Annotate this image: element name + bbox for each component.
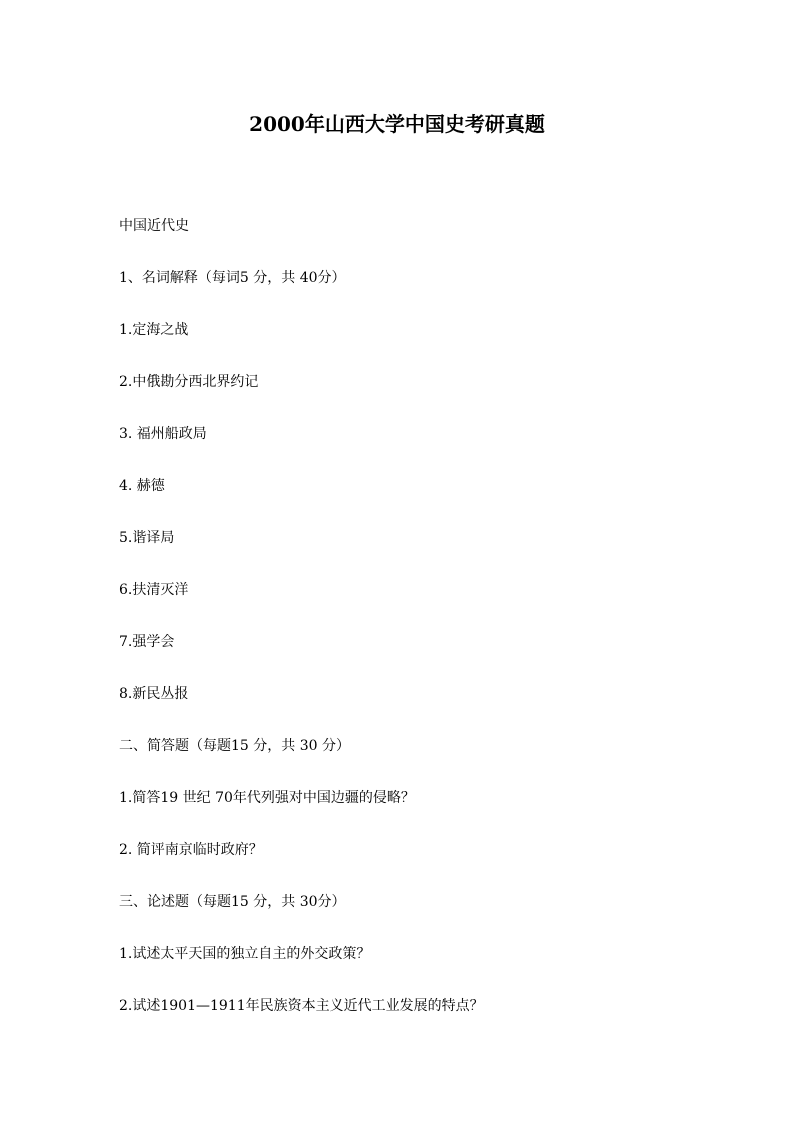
question-item: 6.扶清灭洋 bbox=[119, 582, 189, 598]
question-item: 3. 福州船政局 bbox=[119, 426, 207, 442]
question-item: 2. 简评南京临时政府？ bbox=[119, 842, 263, 858]
question-item: 1.定海之战 bbox=[119, 322, 189, 338]
section-heading-terms: 1、名词解释（每词5 分，共 40分） bbox=[119, 270, 346, 286]
question-item: 7.强学会 bbox=[119, 634, 175, 650]
question-item: 1.试述太平天国的独立自主的外交政策？ bbox=[119, 946, 371, 962]
section-heading-essay: 三、论述题（每题15 分，共 30分） bbox=[119, 894, 346, 910]
subject-heading: 中国近代史 bbox=[119, 218, 189, 234]
question-item: 1.简答19 世纪 70年代列强对中国边疆的侵略？ bbox=[119, 790, 415, 806]
page-title: 2000年山西大学中国史考研真题 bbox=[249, 112, 545, 136]
question-item: 5.谐译局 bbox=[119, 530, 175, 546]
question-item: 8.新民丛报 bbox=[119, 686, 189, 702]
question-item: 4. 赫德 bbox=[119, 478, 165, 494]
question-item: 2.中俄勘分西北界约记 bbox=[119, 374, 259, 390]
question-item: 2.试述1901—1911年民族资本主义近代工业发展的特点？ bbox=[119, 998, 484, 1014]
section-heading-short-answer: 二、简答题（每题15 分，共 30 分） bbox=[119, 738, 350, 754]
